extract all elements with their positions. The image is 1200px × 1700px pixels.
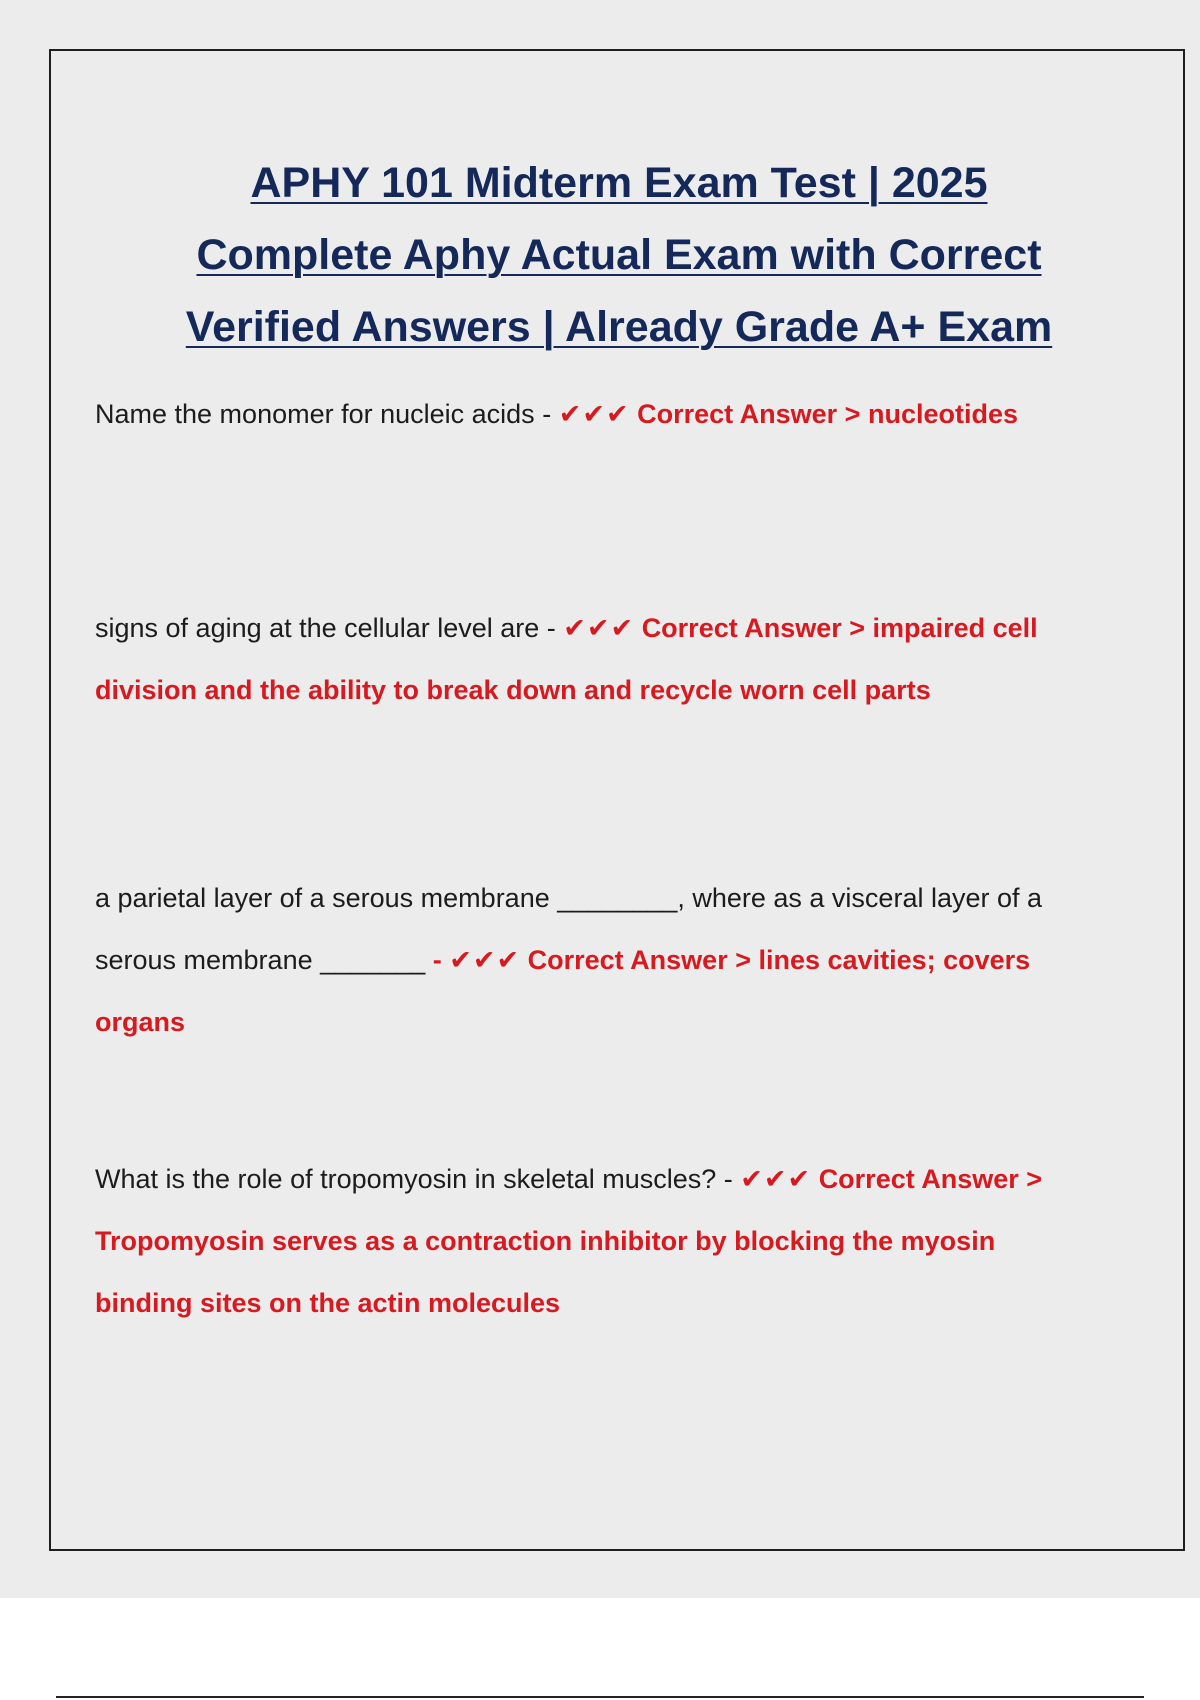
title-line-2: Complete Aphy Actual Exam with Correct	[196, 231, 1042, 279]
next-page-strip	[0, 1598, 1200, 1700]
title-line-3: Verified Answers | Already Grade A+ Exam	[185, 303, 1053, 351]
answer-text: lines cavities; covers organs	[95, 945, 1031, 1037]
separator: -	[432, 945, 442, 975]
correct-answer-label: Correct Answer >	[637, 399, 861, 429]
question-text: What is the role of tropomyosin in skeletal muscles?	[95, 1164, 717, 1194]
answer-text: Tropomyosin serves as a contraction inhibitor by blocking the myosin binding sites on the actin molecules	[95, 1226, 996, 1318]
title-line-1: APHY 101 Midterm Exam Test | 2025	[250, 159, 988, 207]
qa-item	[95, 1148, 1085, 1334]
document-title	[111, 147, 1127, 363]
answer-text: nucleotides	[867, 399, 1018, 429]
separator: -	[546, 613, 556, 643]
question-text: signs of aging at the cellular level are	[95, 613, 540, 643]
question-text: Name the monomer for nucleic acids	[95, 399, 535, 429]
correct-answer-label: Correct Answer >	[641, 613, 866, 643]
qa-item	[95, 597, 1085, 721]
answer-text: impaired cell division and the ability to break down and recycle worn cell parts	[95, 613, 1038, 705]
separator: -	[723, 1164, 733, 1194]
triple-check-icon: ✔✔✔	[563, 613, 635, 643]
page-divider-rule	[56, 1696, 1144, 1698]
correct-answer-label: Correct Answer >	[527, 945, 751, 975]
triple-check-icon: ✔✔✔	[740, 1164, 812, 1194]
separator: -	[542, 399, 552, 429]
qa-item	[95, 867, 1085, 1053]
correct-answer-label: Correct Answer >	[818, 1164, 1043, 1194]
triple-check-icon: ✔✔✔	[558, 399, 630, 429]
triple-check-icon: ✔✔✔	[449, 945, 521, 975]
question-text: a parietal layer of a serous membrane ________, where as a visceral layer of a serous membrane _______	[95, 883, 1043, 975]
qa-item	[95, 383, 1085, 445]
